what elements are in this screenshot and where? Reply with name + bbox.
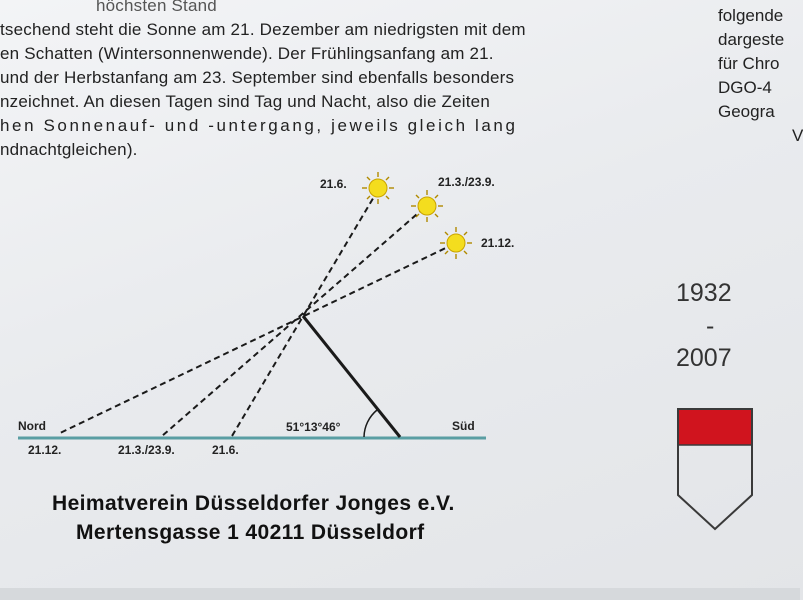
angle-label: 51°13°46° — [286, 420, 341, 434]
north-label: Nord — [18, 419, 46, 433]
year-end: 2007 — [676, 344, 732, 372]
sun-icon — [362, 172, 394, 204]
sun-label: 21.3./23.9. — [438, 175, 495, 189]
side-line: Geogra — [718, 102, 775, 121]
sun-label: 21.12. — [481, 236, 515, 250]
angle-arc — [364, 410, 377, 437]
coat-of-arms-shield-icon — [676, 407, 754, 532]
side-line: für Chro — [718, 54, 780, 73]
south-label: Süd — [452, 419, 475, 433]
pole-line — [303, 316, 400, 437]
sun-label: 21.6. — [320, 177, 347, 191]
bottom-edge — [0, 588, 800, 600]
paragraph-line: und der Herbstanfang am 23. September sind ebenfalls besonders — [0, 68, 515, 87]
association-footer — [52, 489, 455, 547]
ray-21-3-23-9 — [162, 208, 424, 436]
paragraph-line: tsechend steht die Sonne am 21. Dezember am niedrigsten mit dem — [0, 20, 526, 39]
year-start: 1932 — [676, 279, 732, 307]
association-address: Mertensgasse 1 40211 Düsseldorf — [76, 521, 425, 544]
ray-21-6 — [232, 190, 378, 436]
paragraph-line: nzeichnet. An diesen Tagen sind Tag und Nacht, also die Zeiten — [0, 92, 490, 111]
side-line: DGO-4 — [718, 78, 772, 97]
ground-label: 21.6. — [212, 443, 239, 457]
paragraph-line: en Schatten (Wintersonnenwende). Der Frühlingsanfang am 21. — [0, 44, 494, 63]
association-name: Heimatverein Düsseldorfer Jonges e.V. — [52, 492, 455, 515]
side-line: V — [792, 126, 803, 145]
paragraph-line: ndnachtgleichen). — [0, 140, 138, 159]
year-dash: - — [706, 312, 715, 340]
paragraph-line: hen Sonnenauf- und -untergang, jeweils gleich lang — [0, 116, 518, 135]
sun-icon — [411, 190, 443, 222]
paragraph-line: höchsten Stand — [96, 0, 217, 15]
sun-icon — [440, 227, 472, 259]
side-line: folgende — [718, 6, 784, 25]
side-line: dargeste — [718, 30, 785, 49]
ray-21-12 — [58, 244, 454, 434]
ground-label: 21.3./23.9. — [118, 443, 175, 457]
ground-label: 21.12. — [28, 443, 62, 457]
